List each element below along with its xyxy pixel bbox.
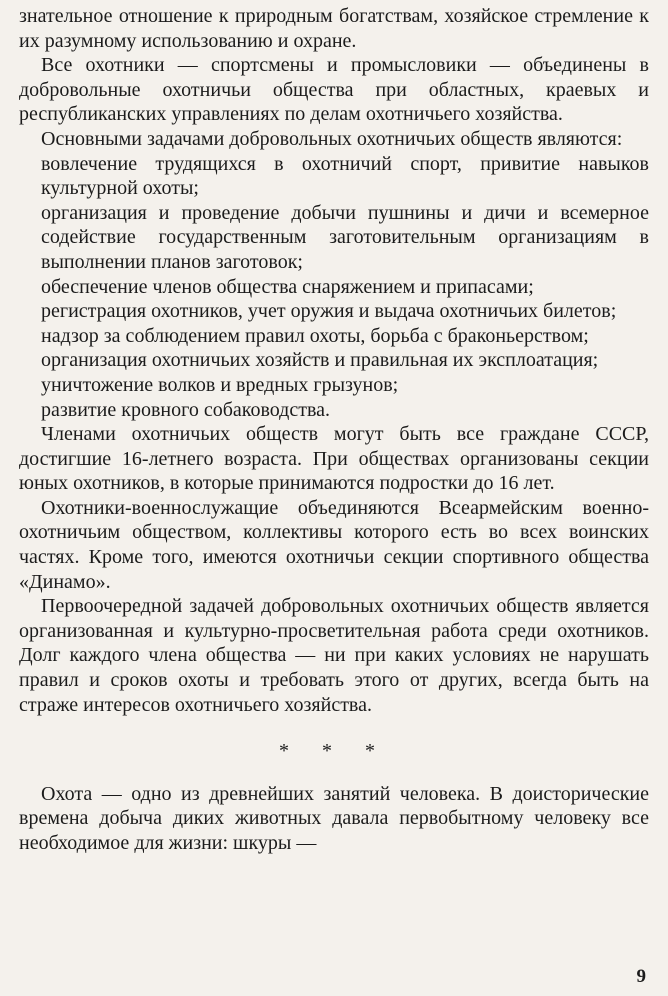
task-item: надзор за соблюдением правил охоты, борьба с браконьерством; bbox=[41, 324, 589, 347]
paragraph-hunting-history: Охота — одно из древнейших занятий человека. В доисторические времена добыча диких животных давала первобытному человеку все необходимое для жизни: шкуры — bbox=[19, 782, 649, 854]
paragraph-military-hunters: Охотники-военнослужащие объединяются Всеармейским военно-охотничьим обществом, коллективы которого есть во всех воинских частях. Кроме того, имеются охотничьи секции спортивного общества «Динамо». bbox=[19, 496, 649, 593]
paragraph-hunters-united: Все охотники — спортсмены и промысловики — объединены в добровольные охотничьи общества при областных, краевых и республиканских управлениях по делам охотничьего хозяйства. bbox=[19, 54, 649, 126]
task-item: развитие кровного собаководства. bbox=[41, 398, 331, 421]
task-item: организация охотничьих хозяйств и правильная их эксплоатация; bbox=[41, 349, 599, 372]
task-item: вовлечение трудящихся в охотничий спорт, привитие навыков культурной охоты; bbox=[41, 152, 649, 200]
section-separator: * * * bbox=[279, 740, 389, 763]
task-item: уничтожение волков и вредных грызунов; bbox=[41, 373, 399, 396]
page-number: 9 bbox=[636, 966, 646, 987]
paragraph-primary-task: Первоочередной задачей добровольных охотничьих обществ является организованная и культурно-просветительная работа среди охотников. Долг каждого члена общества — ни при каких условиях не нарушать правил и сроков охоты и требовать этого от других, всегда быть на страже интересов охотничьего хозяйства. bbox=[19, 595, 649, 716]
tasks-list bbox=[19, 152, 649, 423]
task-item: регистрация охотников, учет оружия и выдача охотничьих билетов; bbox=[41, 300, 617, 323]
paragraph-membership: Членами охотничьих обществ могут быть все граждане СССР, достигшие 16-летнего возраста. При обществах организованы секции юных охотников, в которые принимаются подростки до 16 лет. bbox=[19, 423, 649, 495]
paragraph-continuation: знательное отношение к природным богатствам, хозяйское стремление к их разумному использованию и охране. bbox=[19, 5, 649, 52]
paragraph-main-tasks: Основными задачами добровольных охотничьих обществ являются: bbox=[41, 127, 623, 150]
task-item: организация и проведение добычи пушнины и дичи и всемерное содействие государственным заготовительным организациям в выполнении планов заготовок; bbox=[41, 201, 649, 273]
page-body bbox=[19, 4, 649, 856]
task-item: обеспечение членов общества снаряжением и припасами; bbox=[41, 275, 534, 298]
